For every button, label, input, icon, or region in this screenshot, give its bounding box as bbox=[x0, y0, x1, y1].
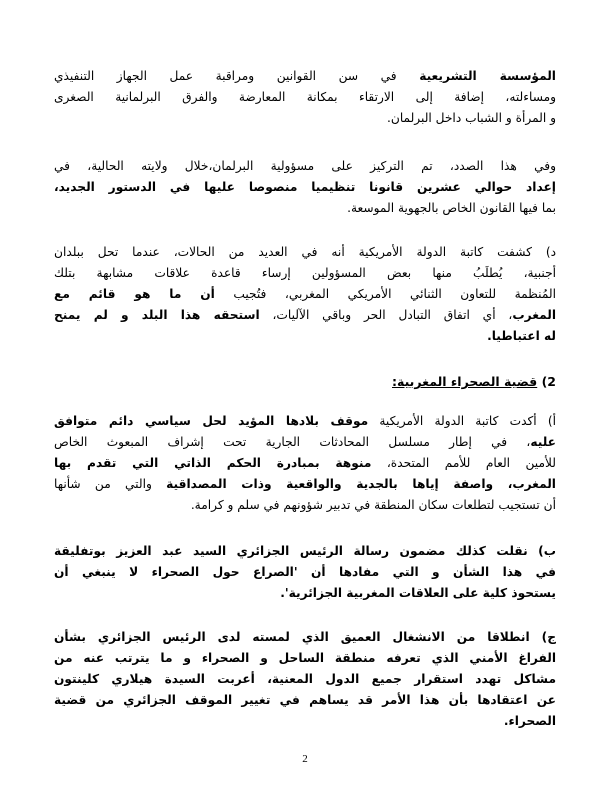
text-line bbox=[54, 305, 556, 326]
paragraph-d-us-relations bbox=[54, 242, 556, 347]
page-number: 2 bbox=[302, 753, 308, 765]
text-line bbox=[54, 411, 556, 432]
text-line bbox=[54, 453, 556, 474]
text-line: يستحوذ كلية على العلاقات المغربية الجزائرية'. bbox=[280, 586, 556, 600]
text-line: إعداد حوالي عشرين قانونا تنظيميا منصوصا عليها في الدستور الجديد، bbox=[54, 180, 556, 194]
text-run: في سن القوانين ومراقبة عمل الجهاز التنفيذي bbox=[54, 69, 420, 83]
text-line: في هذا الشأن و التي مفادها أن 'الصراع حول الصحراء لا ينبغي أن bbox=[54, 565, 556, 579]
paragraph-legislative-role bbox=[54, 66, 556, 129]
text-line: ج) انطلاقا من الانشغال العميق الذي لمسته لدى الرئيس الجزائري بشأن bbox=[54, 630, 556, 644]
paragraph-parliament-responsibility bbox=[54, 156, 556, 219]
text-run: والتي من شأنها bbox=[54, 477, 167, 491]
bold-phrase: أن ما هو قائم مع bbox=[54, 287, 215, 301]
text-run: للأمين العام للأمم المتحدة، bbox=[371, 456, 556, 470]
text-line: مشاكل تهدد استقرار جميع الدول المعنية، أعربت السيدة هيلاري كلينتون bbox=[54, 672, 556, 686]
text-line: ب) نقلت كذلك مضمون رسالة الرئيس الجزائري السيد عبد العزيز بوتفليقة bbox=[54, 544, 556, 558]
text-run: ، في إطار مسلسل المحادثات الجارية تحت إشراف المبعوث الخاص bbox=[54, 435, 531, 449]
text-line bbox=[54, 432, 556, 453]
text-line bbox=[54, 474, 556, 495]
paragraph-a-us-position bbox=[54, 411, 556, 516]
text-line bbox=[54, 284, 556, 305]
text-line: عن اعتقادها بأن هذا الأمر قد يساهم في تغيير الموقف الجزائري من قضية bbox=[54, 693, 556, 707]
text-run: المُنظمة للتعاون الثنائي الأمريكي المغربي، فتُجيب bbox=[214, 287, 556, 301]
text-line: و المرأة و الشباب داخل البرلمان. bbox=[387, 111, 556, 125]
text-line: الفراغ الأمني الذي تعرفه منطقة الساحل و الصحراء و ما يترتب عنه من bbox=[54, 651, 556, 665]
text-line: أن تستجيب لتطلعات سكان المنطقة في تدبير شؤونهم في سلم و كرامة. bbox=[190, 498, 556, 512]
text-line: الصحراء. bbox=[503, 714, 556, 728]
section-title: قضية الصحراء المغربية: bbox=[392, 374, 538, 389]
bold-phrase: منوهة بمبادرة الحكم الذاتي التي تقدم بها bbox=[54, 456, 372, 470]
bold-phrase: موقف بلادها المؤيد لحل سياسي دائم متوافق bbox=[54, 414, 369, 428]
bold-phrase: المغرب bbox=[512, 308, 556, 322]
section-heading-sahara bbox=[392, 374, 556, 389]
bold-phrase: المغرب، واصفة إياها بالجدية والواقعية وذات المصداقية bbox=[166, 477, 556, 491]
section-number: 2) bbox=[541, 374, 556, 389]
bold-phrase: عليه bbox=[530, 435, 556, 449]
text-line: أجنبية، يُطلَبُ منها بعض المسؤولين إرساء قاعدة علاقات مشابهة بتلك bbox=[54, 266, 556, 280]
text-run: أ) أكدت كاتبة الدولة الأمريكية bbox=[368, 414, 556, 428]
text-line: وفي هذا الصدد، تم التركيز على مسؤولية البرلمان،خلال ولايته الحالية، في bbox=[54, 159, 556, 173]
paragraph-c-sahel-security bbox=[54, 627, 556, 732]
text-run: ، أي اتفاق التبادل الحر وباقي الآليات، bbox=[259, 308, 513, 322]
bold-phrase: المؤسسة التشريعية bbox=[419, 69, 556, 83]
text-line: د) كشفت كاتبة الدولة الأمريكية أنه في العديد من الحالات، عندما تحل ببلدان bbox=[54, 245, 556, 259]
text-line: بما فيها القانون الخاص بالجهوية الموسعة. bbox=[347, 201, 556, 215]
bold-phrase: استحقه هذا البلد و لم يمنح bbox=[54, 308, 260, 322]
text-line bbox=[54, 66, 556, 87]
text-line: له اعتباطيا. bbox=[487, 329, 556, 343]
paragraph-b-algeria-letter bbox=[54, 541, 556, 604]
text-line: ومساءلته، إضافة إلى الارتقاء بمكانة المعارضة والفرق البرلمانية الصغرى bbox=[54, 90, 556, 104]
